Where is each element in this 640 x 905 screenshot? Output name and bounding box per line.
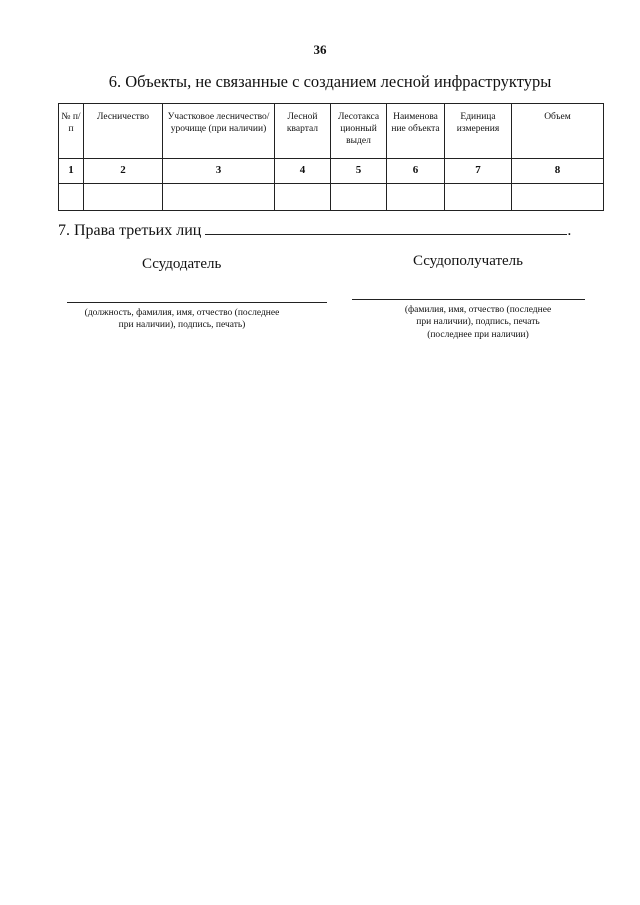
borrower-signature-caption	[378, 304, 578, 341]
lender-caption-line-2: при наличии), подпись, печать)	[118, 320, 246, 331]
header-object-name: Наименова ние объекта	[387, 104, 445, 159]
borrower-caption-line-1: (фамилия, имя, отчество (последнее	[404, 305, 552, 315]
header-forest-quarter: Лесной квартал	[275, 104, 331, 159]
empty-cell	[445, 184, 512, 211]
lender-signature-caption	[62, 307, 302, 332]
empty-cell	[84, 184, 163, 211]
column-number-cell: 8	[512, 159, 604, 184]
lender-caption-line-1: (должность, фамилия, имя, отчество (последнее	[84, 308, 280, 318]
section-6-title: 6. Объекты, не связанные с созданием лесной инфраструктуры	[108, 72, 552, 91]
header-unit: Единица измерения	[445, 104, 512, 159]
table-row	[59, 184, 604, 211]
empty-cell	[163, 184, 275, 211]
empty-cell	[331, 184, 387, 211]
empty-cell	[59, 184, 84, 211]
table-header-row	[59, 104, 604, 159]
empty-cell	[275, 184, 331, 211]
third-party-rights-fill-line	[205, 220, 567, 235]
column-number-cell: 5	[331, 159, 387, 184]
objects-table	[58, 103, 604, 211]
borrower-caption-line-2: при наличии), подпись, печать	[416, 317, 540, 328]
table-row	[59, 159, 604, 184]
section-7-trailing-dot: .	[567, 222, 572, 239]
borrower-caption-line-3: (последнее при наличии)	[427, 329, 529, 340]
header-volume: Объем	[512, 104, 604, 159]
header-number: № п/п	[59, 104, 84, 159]
section-7-label: 7. Права третьих лиц	[58, 222, 202, 239]
header-taxation-unit: Лесотакса ционный выдел	[331, 104, 387, 159]
borrower-signature-line	[352, 299, 585, 300]
page-number: 36	[313, 42, 327, 57]
lender-signature-line	[67, 302, 327, 303]
empty-cell	[512, 184, 604, 211]
column-number-cell: 1	[59, 159, 84, 184]
section-7-third-party-rights	[58, 220, 571, 240]
header-district-forestry: Участковое лесничество/урочище (при наличии)	[163, 104, 275, 159]
column-number-cell: 7	[445, 159, 512, 184]
lender-title: Ссудодатель	[142, 256, 222, 272]
header-forestry: Лесничество	[84, 104, 163, 159]
borrower-title: Ссудополучатель	[413, 253, 524, 269]
empty-cell	[387, 184, 445, 211]
column-number-cell: 4	[275, 159, 331, 184]
column-number-cell: 6	[387, 159, 445, 184]
column-number-cell: 3	[163, 159, 275, 184]
column-number-cell: 2	[84, 159, 163, 184]
